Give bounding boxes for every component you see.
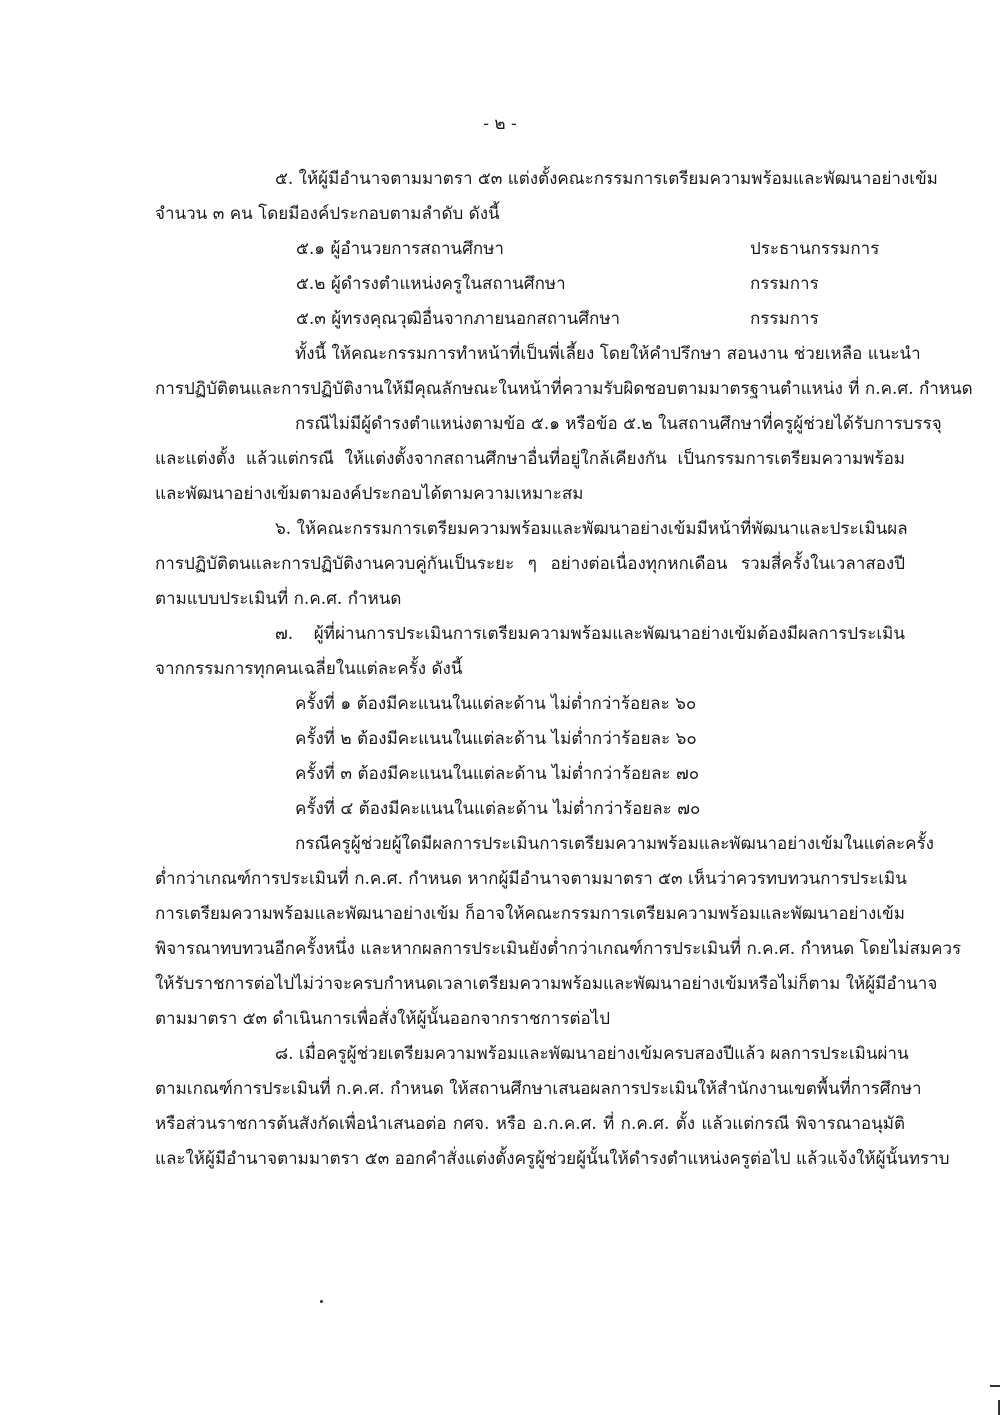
- section8-line2: ตามเกณฑ์การประเมินที่ ก.ค.ศ. กำหนด ให้สถานศึกษาเสนอผลการประเมินให้สำนักงานเขตพื้นที่การศึกษา: [155, 1079, 922, 1099]
- section7-p-line4: พิจารณาทบทวนอีกครั้งหนึ่ง และหากผลการประเมินยังต่ำกว่าเกณฑ์การประเมินที่ ก.ค.ศ. กำหนด โดยไม่สมควร: [155, 939, 962, 959]
- section8-line4: และให้ผู้มีอำนาจตามมาตรา ๕๓ ออกคำสั่งแต่งตั้งครูผู้ช่วยผู้นั้นให้ดำรงตำแหน่งครูต่อไป แล้วแจ้งให้ผู้นั้นทราบ: [155, 1149, 950, 1169]
- member-role-3: กรรมการ: [750, 309, 819, 329]
- round-3: ครั้งที่ ๓ ต้องมีคะแนนในแต่ละด้าน ไม่ต่ำกว่าร้อยละ ๗๐: [295, 764, 700, 784]
- round-2: ครั้งที่ ๒ ต้องมีคะแนนในแต่ละด้าน ไม่ต่ำกว่าร้อยละ ๖๐: [295, 729, 697, 749]
- member-item-1: ๕.๑ ผู้อำนวยการสถานศึกษา: [296, 239, 504, 259]
- section7-line2: จากกรรมการทุกคนเฉลี่ยในแต่ละครั้ง ดังนี้: [155, 659, 463, 679]
- round-1: ครั้งที่ ๑ ต้องมีคะแนนในแต่ละด้าน ไม่ต่ำกว่าร้อยละ ๖๐: [295, 694, 697, 714]
- section8-line1: ๘. เมื่อครูผู้ช่วยเตรียมความพร้อมและพัฒนาอย่างเข้มครบสองปีแล้ว ผลการประเมินผ่าน: [275, 1044, 909, 1064]
- member-item-3: ๕.๓ ผู้ทรงคุณวุฒิอื่นจากภายนอกสถานศึกษา: [296, 309, 621, 329]
- section5-p2-line3: และพัฒนาอย่างเข้มตามองค์ประกอบได้ตามความเหมาะสม: [155, 484, 584, 504]
- section7-p-line5: ให้รับราชการต่อไปไม่ว่าจะครบกำหนดเวลาเตรียมความพร้อมและพัฒนาอย่างเข้มหรือไม่ก็ตาม ให้ผู้มีอำนาจ: [155, 974, 938, 994]
- section5-p1-line2: การปฏิบัติตนและการปฏิบัติงานให้มีคุณลักษณะในหน้าที่ความรับผิดชอบตามมาตรฐานตำแหน่ง ที่ ก.ค.ศ. กำหนด: [155, 379, 973, 399]
- page-number: - ๒ -: [483, 114, 517, 134]
- section7-line1: ๗. ผู้ที่ผ่านการประเมินการเตรียมความพร้อมและพัฒนาอย่างเข้มต้องมีผลการประเมิน: [275, 624, 905, 644]
- section5-p2-line2: และแต่งตั้ง แล้วแต่กรณี ให้แต่งตั้งจากสถานศึกษาอื่นที่อยู่ใกล้เคียงกัน เป็นกรรมการเตรียมความพร้อม: [155, 449, 905, 469]
- section6-line2: การปฏิบัติตนและการปฏิบัติงานควบคู่กันเป็นระยะ ๆ อย่างต่อเนื่องทุกหกเดือน รวมสี่ครั้งในเวลาสองปี: [155, 554, 905, 574]
- section5-p2-line1: กรณีไม่มีผู้ดำรงตำแหน่งตามข้อ ๕.๑ หรือข้อ ๕.๒ ในสถานศึกษาที่ครูผู้ช่วยได้รับการบรรจุ: [295, 414, 942, 434]
- member-role-2: กรรมการ: [750, 274, 819, 294]
- section6-line1: ๖. ให้คณะกรรมการเตรียมความพร้อมและพัฒนาอย่างเข้มมีหน้าที่พัฒนาและประเมินผล: [275, 519, 908, 539]
- member-item-2: ๕.๒ ผู้ดำรงตำแหน่งครูในสถานศึกษา: [296, 274, 566, 294]
- section5-line1: ๕. ให้ผู้มีอำนาจตามมาตรา ๕๓ แต่งตั้งคณะกรรมการเตรียมความพร้อมและพัฒนาอย่างเข้ม: [275, 169, 938, 189]
- section6-line3: ตามแบบประเมินที่ ก.ค.ศ. กำหนด: [155, 589, 402, 609]
- round-4: ครั้งที่ ๔ ต้องมีคะแนนในแต่ละด้าน ไม่ต่ำกว่าร้อยละ ๗๐: [295, 799, 701, 819]
- section7-p-line3: การเตรียมความพร้อมและพัฒนาอย่างเข้ม ก็อาจให้คณะกรรมการเตรียมความพร้อมและพัฒนาอย่างเข้ม: [155, 904, 905, 924]
- section5-line2: จำนวน ๓ คน โดยมีองค์ประกอบตามลำดับ ดังนี้: [155, 204, 500, 224]
- member-role-1: ประธานกรรมการ: [750, 239, 880, 259]
- section7-p-line1: กรณีครูผู้ช่วยผู้ใดมีผลการประเมินการเตรียมความพร้อมและพัฒนาอย่างเข้มในแต่ละครั้ง: [295, 834, 934, 854]
- section8-line3: หรือส่วนราชการต้นสังกัดเพื่อนำเสนอต่อ กศจ. หรือ อ.ก.ค.ศ. ที่ ก.ค.ศ. ตั้ง แล้วแต่กรณี พิจารณาอนุมัติ: [155, 1114, 905, 1134]
- scan-dot: [320, 1300, 323, 1303]
- section7-p-line2: ต่ำกว่าเกณฑ์การประเมินที่ ก.ค.ศ. กำหนด หากผู้มีอำนาจตามมาตรา ๕๓ เห็นว่าควรทบทวนการประเมิน: [155, 869, 907, 889]
- section7-p-line6: ตามมาตรา ๕๓ ดำเนินการเพื่อสั่งให้ผู้นั้นออกจากราชการต่อไป: [155, 1009, 611, 1029]
- section5-p1-line1: ทั้งนี้ ให้คณะกรรมการทำหน้าที่เป็นพี่เลี้ยง โดยให้คำปรึกษา สอนงาน ช่วยเหลือ แนะนำ: [295, 344, 921, 364]
- scan-edge-mark: [990, 1385, 1000, 1387]
